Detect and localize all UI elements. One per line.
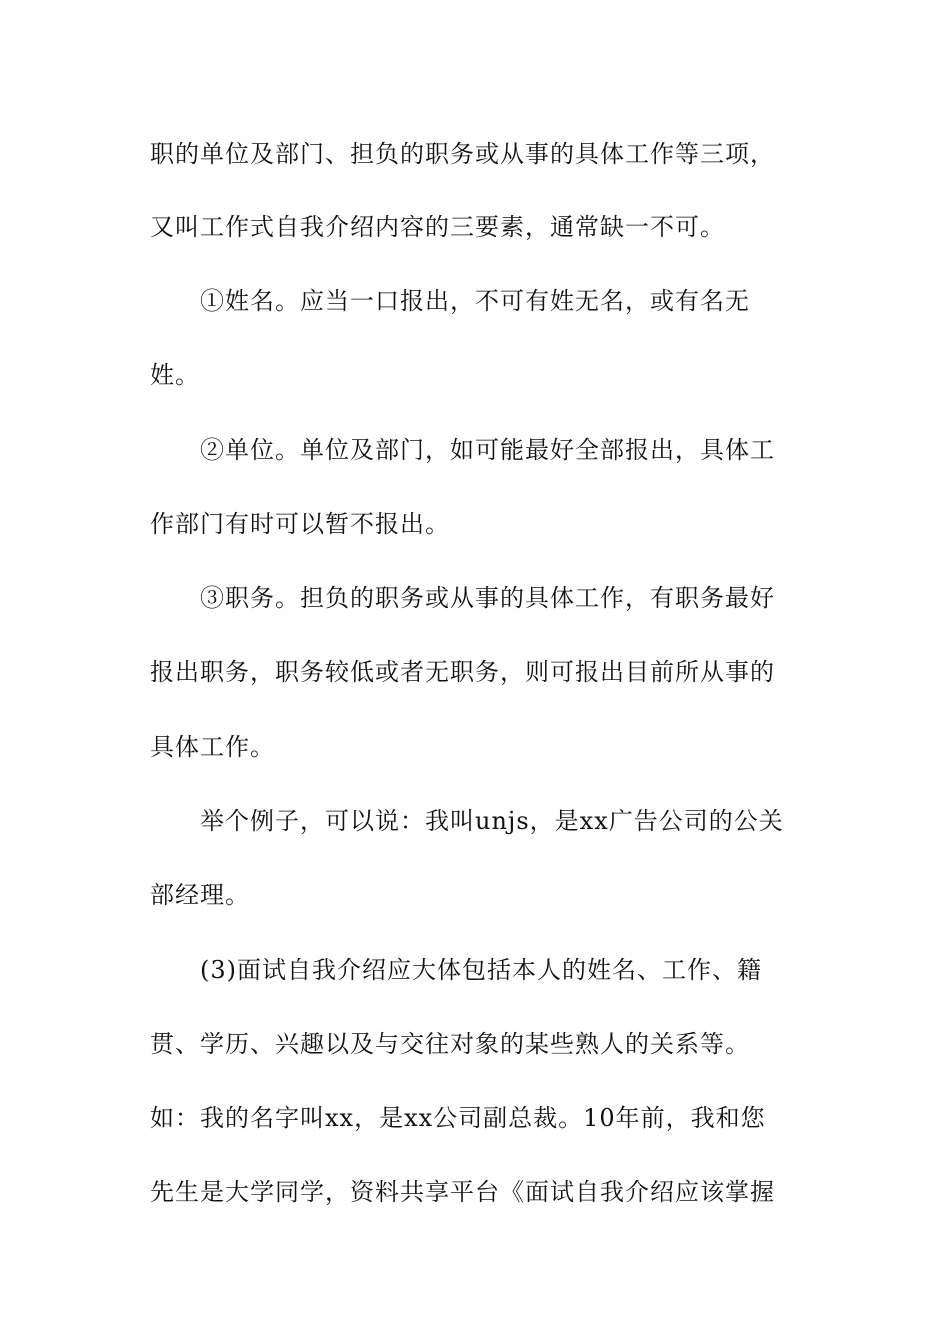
- text-line: 职的单位及部门、担负的职务或从事的具体工作等三项，: [150, 140, 775, 168]
- text-line: 举个例子，可以说：我叫unjs，是xx广告公司的公关: [200, 807, 784, 835]
- text-line: ②单位。单位及部门，如可能最好全部报出，具体工: [200, 436, 775, 464]
- text-line: 如：我的名字叫xx，是xx公司副总裁。10年前，我和您: [150, 1104, 766, 1132]
- text-line: 具体工作。: [150, 733, 275, 761]
- text-line: 部经理。: [150, 881, 250, 909]
- text-line: 姓。: [150, 361, 200, 389]
- text-line: 又叫工作式自我介绍内容的三要素，通常缺一不可。: [150, 213, 725, 241]
- text-line: 作部门有时可以暂不报出。: [150, 510, 450, 538]
- text-line: 贯、学历、兴趣以及与交往对象的某些熟人的关系等。: [150, 1030, 750, 1058]
- text-line: ③职务。担负的职务或从事的具体工作，有职务最好: [200, 584, 775, 612]
- text-line: 先生是大学同学，资料共享平台《面试自我介绍应该掌握: [150, 1178, 775, 1206]
- text-line: 报出职务，职务较低或者无职务，则可报出目前所从事的: [150, 658, 775, 686]
- text-line: ①姓名。应当一口报出，不可有姓无名，或有名无: [200, 287, 750, 315]
- text-line: (3)面试自我介绍应大体包括本人的姓名、工作、籍: [200, 956, 762, 984]
